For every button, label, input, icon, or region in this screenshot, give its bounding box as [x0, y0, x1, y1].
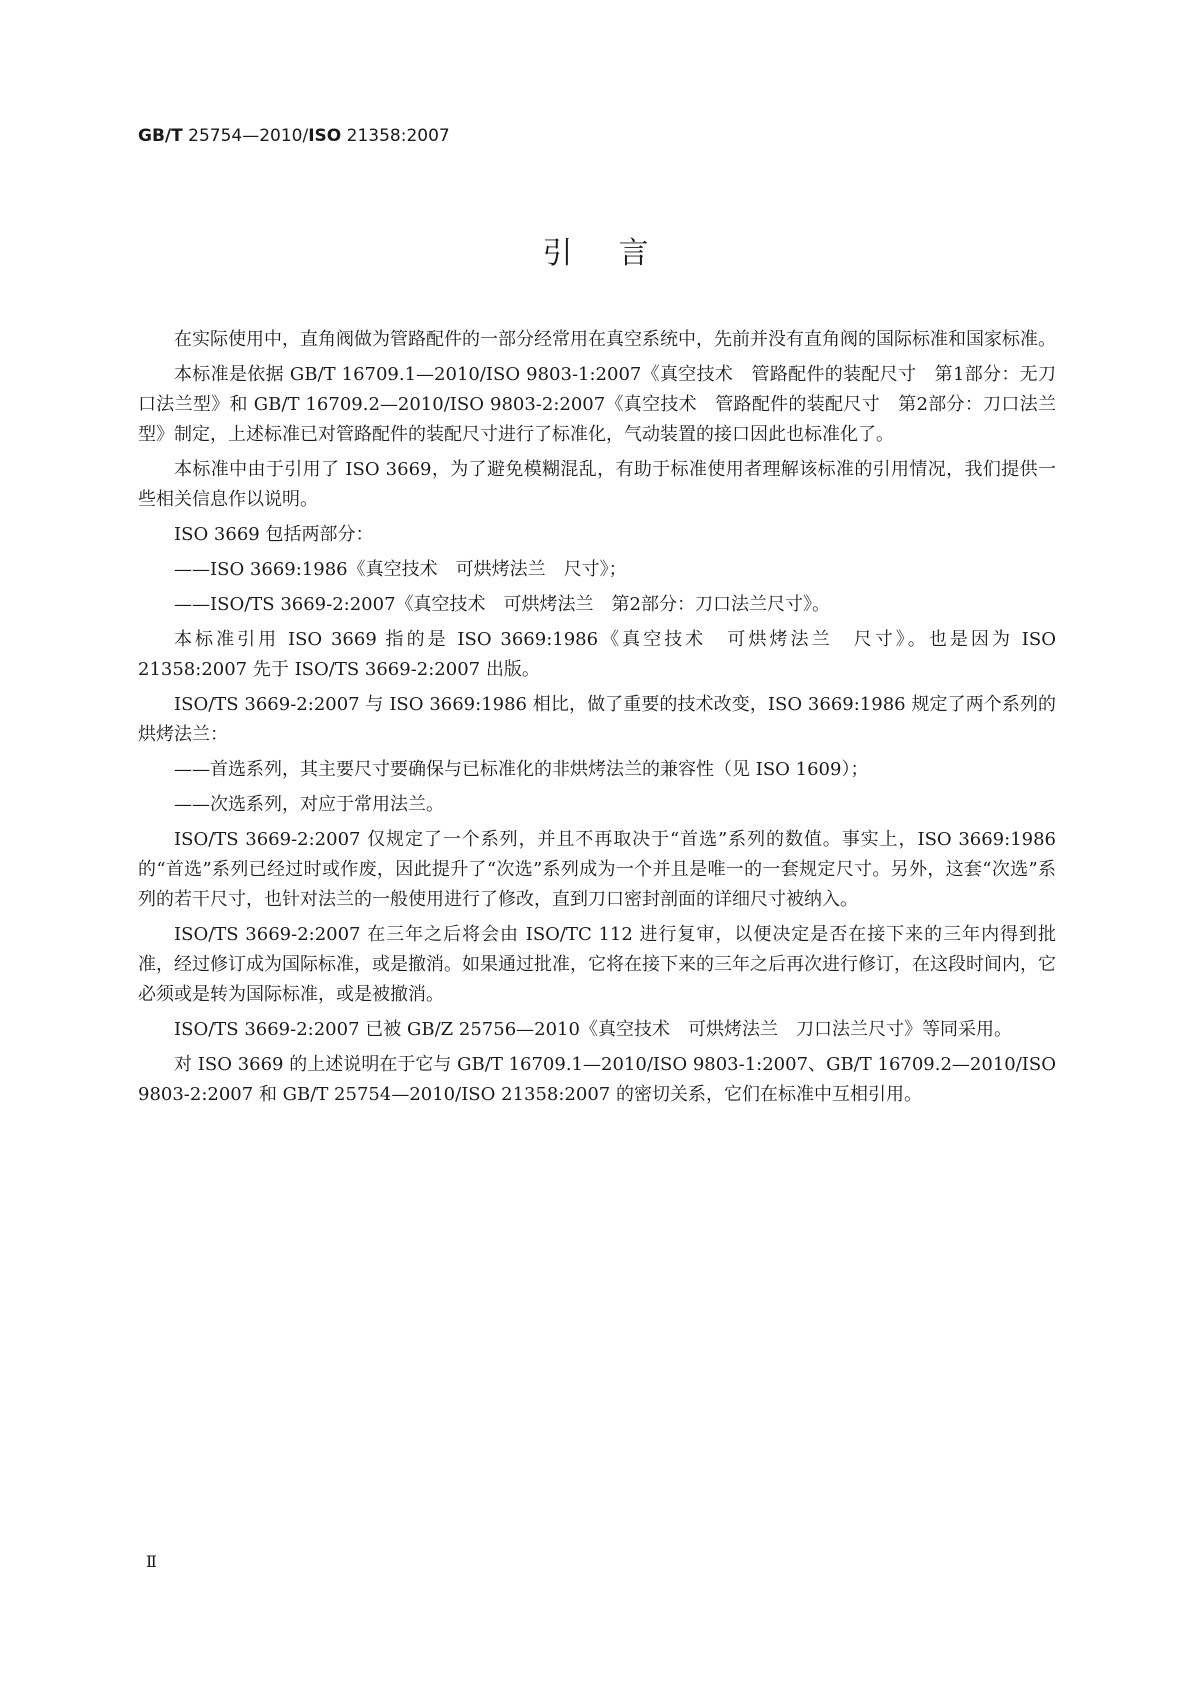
paragraph: ISO/TS 3669-2:2007 仅规定了一个系列，并且不再取决于“首选”系列的数值。事实上，ISO 3669:1986 的“首选”系列已经过时或作废，因此提升了“次选”系列成为一个并且是唯一的一套规定尺寸。另外，这套“次选”系列的若干尺寸，也针对法兰的一般使用进行了修改，直到刀口密封剖面的详细尺寸被纳入。 [138, 829, 1056, 910]
document-code-gbt: GB/T [138, 126, 183, 146]
paragraph: 本标准中由于引用了 ISO 3669，为了避免模糊混乱，有助于标准使用者理解该标准的引用情况，我们提供一些相关信息作以说明。 [138, 459, 1056, 510]
paragraph: 在实际使用中，直角阀做为管路配件的一部分经常用在真空系统中，先前并没有直角阀的国际标准和国家标准。 [174, 329, 1056, 350]
paragraph: ISO/TS 3669-2:2007 与 ISO 3669:1986 相比，做了重要的技术改变，ISO 3669:1986 规定了两个系列的烘烤法兰： [138, 694, 1056, 745]
document-code-number: 25754—2010/ [182, 126, 309, 146]
document-code [138, 126, 450, 146]
paragraph: 本标准是依据 GB/T 16709.1—2010/ISO 9803-1:2007《真空技术 管路配件的装配尺寸 第1部分：无刀口法兰型》和 GB/T 16709.2—2010/ISO 9803-2:2007《真空技术 管路配件的装配尺寸 第2部分：刀口法兰型》制定，上述标准已对管路配件的装配尺寸进行了标准化，气动装置的接口因此也标准化了。 [138, 364, 1056, 445]
list-item: ——ISO/TS 3669-2:2007《真空技术 可烘烤法兰 第2部分：刀口法兰尺寸》。 [174, 594, 830, 615]
list-item: ——次选系列，对应于常用法兰。 [174, 794, 444, 815]
page-title: 引言 [542, 236, 695, 271]
list-item: ——首选系列，其主要尺寸要确保与已标准化的非烘烤法兰的兼容性（见 ISO 1609）； [174, 759, 869, 780]
paragraph: ISO 3669 包括两部分： [174, 524, 374, 545]
paragraph: 对 ISO 3669 的上述说明在于它与 GB/T 16709.1—2010/ISO 9803-1:2007、GB/T 16709.2—2010/ISO 9803-2:2007 和 GB/T 25754—2010/ISO 21358:2007 的密切关系，它们在标准中互相引用。 [138, 1054, 1056, 1105]
paragraph: ISO/TS 3669-2:2007 已被 GB/Z 25756—2010《真空技术 可烘烤法兰 刀口法兰尺寸》等同采用。 [174, 1019, 1012, 1040]
document-code-iso-number: 21358:2007 [341, 126, 450, 146]
document-code-iso: ISO [308, 126, 342, 146]
paragraph: ISO/TS 3669-2:2007 在三年之后将会由 ISO/TC 112 进行复审，以便决定是否在接下来的三年内得到批准，经过修订成为国际标准，或是撤消。如果通过批准，它将在接下来的三年之后再次进行修订，在这段时间内，它必须或是转为国际标准，或是被撤消。 [138, 924, 1056, 1005]
paragraph: 本标准引用 ISO 3669 指的是 ISO 3669:1986《真空技术 可烘烤法兰 尺寸》。也是因为 ISO 21358:2007 先于 ISO/TS 3669-2:2007 出版。 [138, 629, 1056, 680]
page-number: Ⅱ [146, 1552, 157, 1571]
body-text [138, 325, 1056, 1115]
list-item: ——ISO 3669:1986《真空技术 可烘烤法兰 尺寸》； [174, 559, 627, 580]
